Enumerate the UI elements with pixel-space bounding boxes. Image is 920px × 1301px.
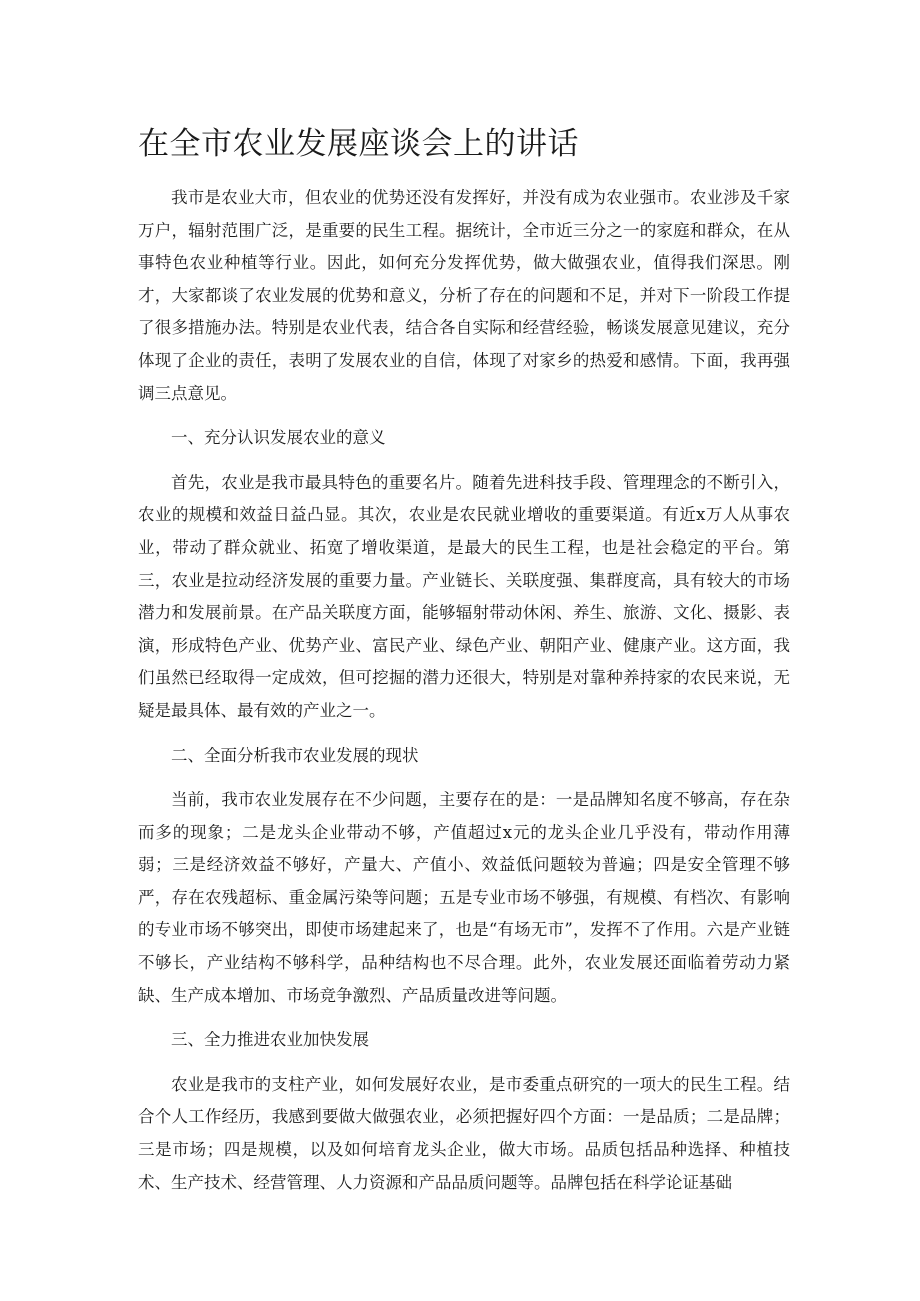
section-3-paragraph: 农业是我市的支柱产业，如何发展好农业，是市委重点研究的一项大的民生工程。结合个人工作经历，我感到要做大做强农业，必须把握好四个方面：一是品质；二是品牌；三是市场；四是规模，以及如何培育龙头企业，做大市场。品质包括品种选择、种植技术、生产技术、经营管理、人力资源和产品品质问题等。品牌包括在科学论证基础 — [138, 1074, 790, 1192]
paragraph-spacer — [138, 772, 790, 784]
document-title: 在全市农业发展座谈会上的讲话 — [138, 126, 579, 162]
section-3-heading: 三、全力推进农业加快发展 — [171, 1030, 369, 1050]
paragraph-spacer — [138, 728, 790, 740]
paragraph-spacer — [138, 1012, 790, 1024]
document-body — [138, 182, 790, 1199]
section-2-paragraph: 当前，我市农业发展存在不少问题，主要存在的是：一是品牌知名度不够高，存在杂而多的现象；二是龙头企业带动不够，产值超过x元的龙头企业几乎没有，带动作用薄弱；三是经济效益不够好，产量大、产值小、效益低问题较为普遍；四是安全管理不够严，存在农残超标、重金属污染等问题；五是专业市场不够强，有规模、有档次、有影响的专业市场不够突出，即使市场建起来了，也是“有场无市”，发挥不了作用。六是产业链不够长，产业结构不够科学，品种结构也不尽合理。此外，农业发展还面临着劳动力紧缺、生产成本增加、市场竞争激烈、产品质量改进等问题。 — [138, 790, 790, 1005]
section-1-heading: 一、充分认识发展农业的意义 — [171, 428, 386, 448]
intro-paragraph: 我市是农业大市，但农业的优势还没有发挥好，并没有成为农业强市。农业涉及千家万户，辐射范围广泛，是重要的民生工程。据统计，全市近三分之一的家庭和群众，在从事特色农业种植等行业。因此，如何充分发挥优势，做大做强农业，值得我们深思。刚才，大家都谈了农业发展的优势和意义，分析了存在的问题和不足，并对下一阶段工作提了很多措施办法。特别是农业代表，结合各自实际和经营经验，畅谈发展意见建议，充分体现了企业的责任，表明了发展农业的自信，体现了对家乡的热爱和感情。下面，我再强调三点意见。 — [138, 188, 790, 403]
section-1-paragraph: 首先，农业是我市最具特色的重要名片。随着先进科技手段、管理理念的不断引入，农业的规模和效益日益凸显。其次，农业是农民就业增收的重要渠道。有近x万人从事农业，带动了群众就业、拓宽了增收渠道，是最大的民生工程，也是社会稳定的平台。第三，农业是拉动经济发展的重要力量。产业链长、关联度强、集群度高，具有较大的市场潜力和发展前景。在产品关联度方面，能够辐射带动休闲、养生、旅游、文化、摄影、表演，形成特色产业、优势产业、富民产业、绿色产业、朝阳产业、健康产业。这方面，我们虽然已经取得一定成效，但可挖掘的潜力还很大，特别是对靠种养持家的农民来说，无疑是最具体、最有效的产业之一。 — [138, 472, 790, 720]
section-2-heading: 二、全面分析我市农业发展的现状 — [171, 745, 419, 765]
paragraph-spacer — [138, 410, 790, 422]
paragraph-spacer — [138, 455, 790, 467]
paragraph-spacer — [138, 1057, 790, 1069]
